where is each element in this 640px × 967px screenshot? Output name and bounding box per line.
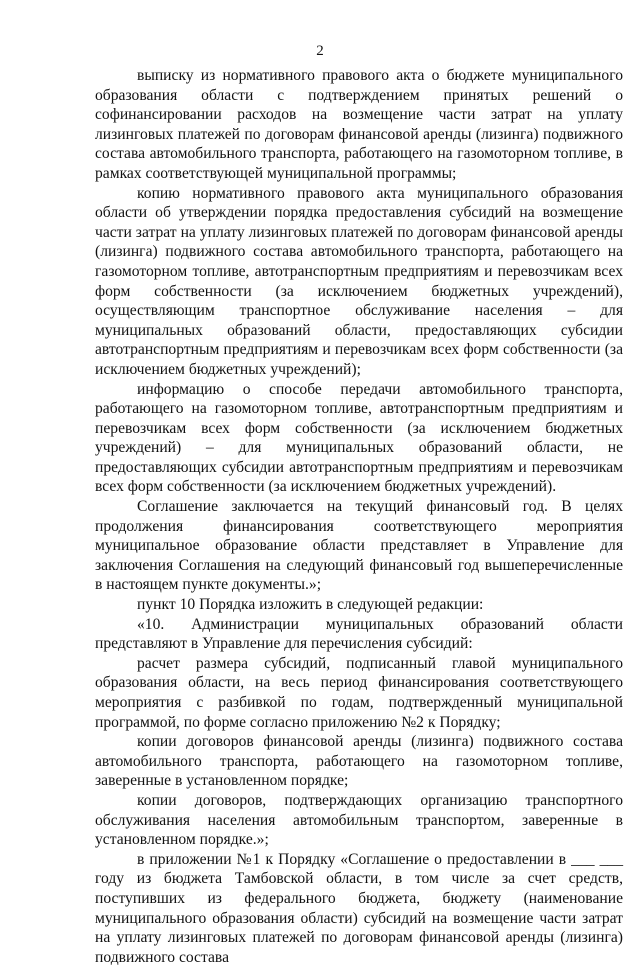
paragraph-item-10-amendment: пункт 10 Порядка изложить в следующей редакции: bbox=[137, 596, 484, 614]
paragraph-subsidy-calculation: расчет размера субсидий, подписанный главой муниципального образования области, на весь период финансирования соответствующего мероприятия с разбивкой по годам, подтвержденный муниципальной программой, по форме согласно приложению №2 к Порядку; bbox=[95, 654, 623, 731]
page-number: 2 bbox=[316, 43, 324, 59]
paragraph-leasing-contracts: копии договоров финансовой аренды (лизинга) подвижного состава автомобильного транспорта, работающего на газомоторном топливе, заверенные в установленном порядке; bbox=[95, 733, 623, 790]
paragraph-item-10-text: «10. Администрации муниципальных образований области представляют в Управление для перечисления субсидий: bbox=[95, 615, 623, 653]
paragraph-budget-act-extract: выписку из нормативного правового акта о бюджете муниципального образования области с подтверждением принятых решений о софинансировании расходов на возмещение части затрат на уплату лизинговых платежей по договорам финансовой аренды (лизинга) подвижного состава автомобильного транспорта, работающего на газомоторном топливе, в рамках соответствующей муниципальной программы; bbox=[95, 67, 623, 182]
document-body bbox=[95, 66, 623, 967]
paragraph-transport-transfer-info: информацию о способе передачи автомобильного транспорта, работающего на газомоторном топливе, автотранспортным предприятиям и перевозчикам всех форм собственности (за исключением бюджетных учреждений) – для муниципальных образований области, не предоставляющих субсидии автотранспортным предприятиям и перевозчикам всех форм собственности (за исключением бюджетных учреждений). bbox=[95, 380, 623, 496]
paragraph-agreement-term: Соглашение заключается на текущий финансовый год. В целях продолжения финансирования соответствующего мероприятия муниципальное образование области представляет в Управление для заключения Соглашения на следующий финансовый год вышеперечисленные в настоящем пункте документы.»; bbox=[95, 498, 623, 594]
paragraph-appendix-1-amendment: в приложении №1 к Порядку «Соглашение о предоставлении в ___ ___ году из бюджета Тамбовской области, в том числе за счет средств, поступивших из федерального бюджета, бюджету (наименование муниципального образования области) субсидий на возмещение части затрат на уплату лизинговых платежей по договорам финансовой аренды (лизинга) подвижного состава bbox=[95, 850, 623, 966]
paragraph-service-contracts: копии договоров, подтверждающих организацию транспортного обслуживания населения автомобильным транспортом, заверенные в установленном порядке.»; bbox=[95, 791, 623, 849]
paragraph-subsidy-procedure-act: копию нормативного правового акта муниципального образования области об утверждении порядка предоставления субсидий на возмещение части затрат на уплату лизинговых платежей по договорам финансовой аренды (лизинга) подвижного состава автомобильного транспорта, работающего на газомоторном топливе, автотранспортным предприятиям и перевозчикам всех форм собственности (за исключением бюджетных учреждений), осуществляющим транспортное обслуживание населения – для муниципальных образований области, предоставляющих субсидии автотранспортным предприятиям и перевозчикам всех форм собственности (за исключением бюджетных учреждений); bbox=[95, 184, 623, 378]
